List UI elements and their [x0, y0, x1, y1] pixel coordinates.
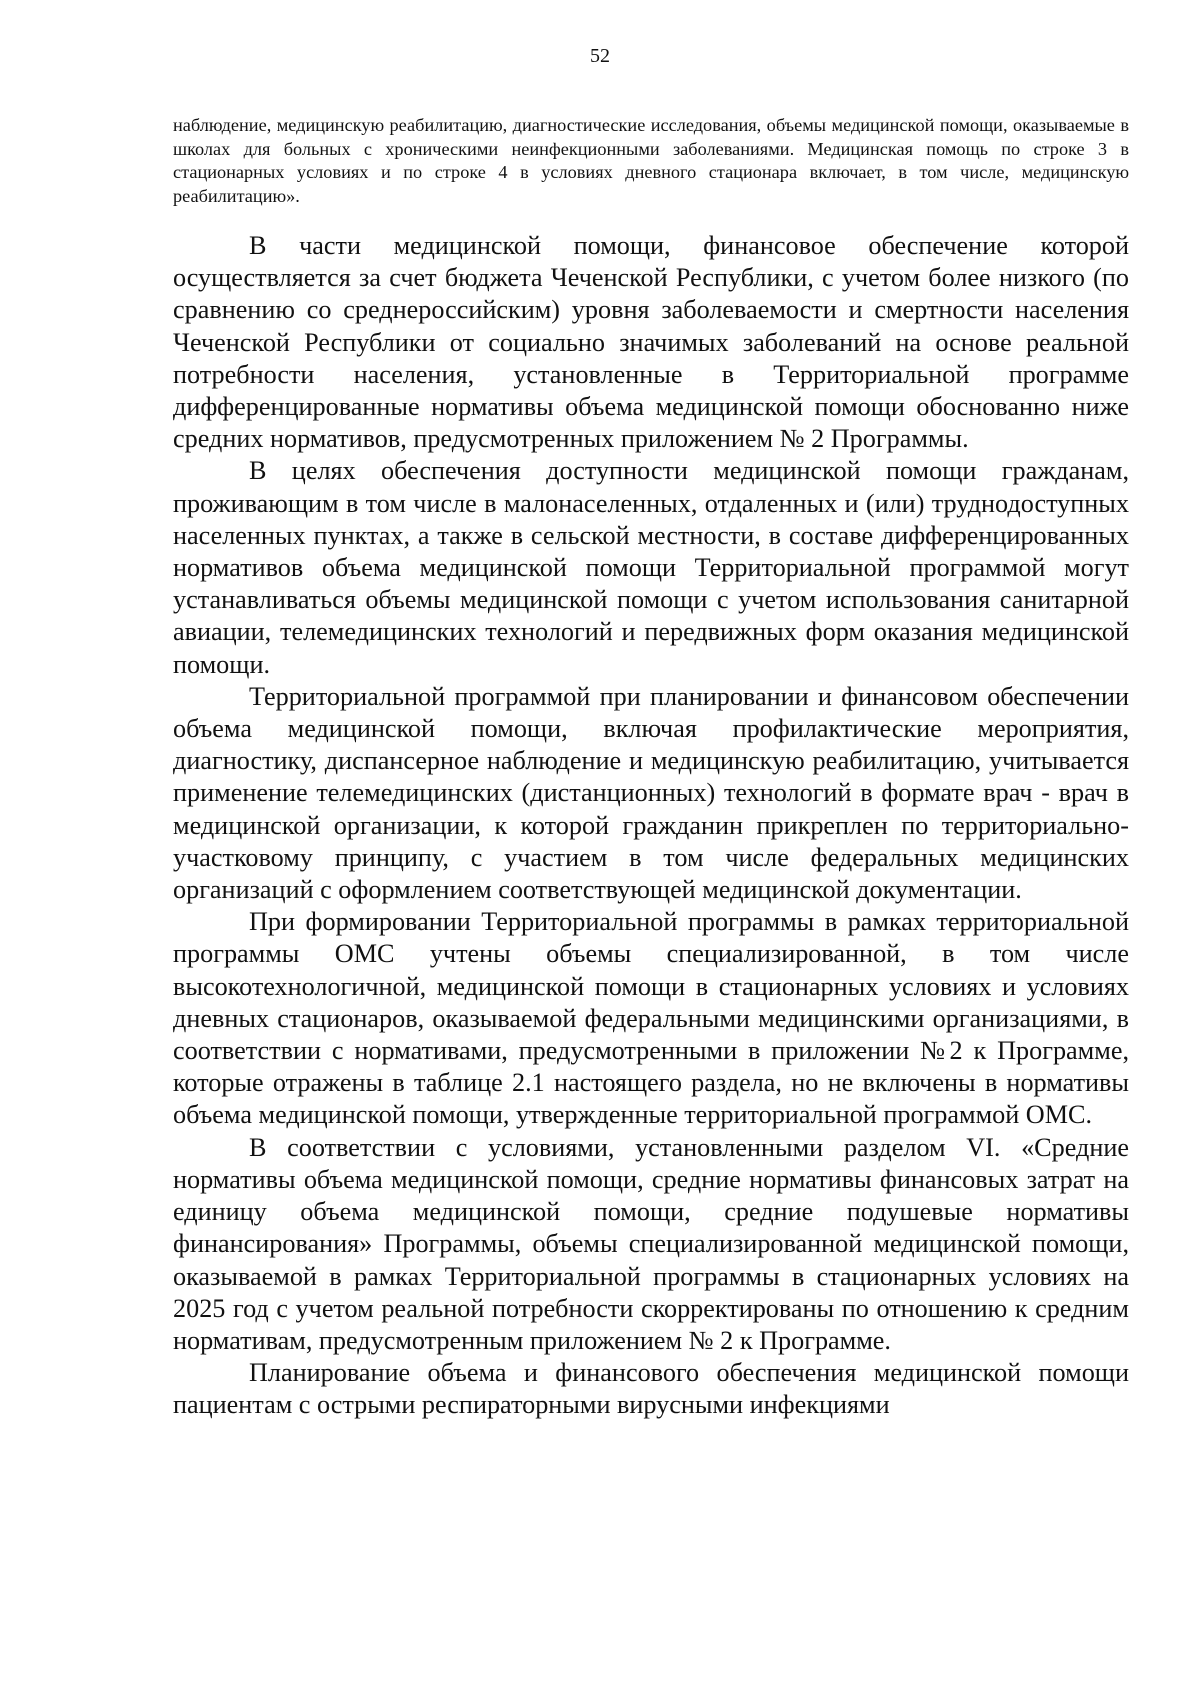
paragraph-section-vi: В соответствии с условиями, установленными разделом VI. «Средние нормативы объема медицинской помощи, средние нормативы финансовых затрат на единицу объема медицинской помощи, средние подушевые нормативы финансирования» Программы, объемы специализированной медицинской помощи, оказываемой в рамках Территориальной программы в стационарных условиях на 2025 год с учетом реальной потребности скорректированы по отношению к средним нормативам, предусмотренным приложением № 2 к Программе.: [173, 1132, 1129, 1355]
paragraph-respiratory-infections: Планирование объема и финансового обеспечения медицинской помощи пациентам с острыми респираторными вирусными инфекциями: [173, 1358, 1129, 1420]
paragraph-telemedicine: Территориальной программой при планировании и финансовом обеспечении объема медицинской помощи, включая профилактические мероприятия, диагностику, диспансерное наблюдение и медицинскую реабилитацию, учитывается применение телемедицинских (дистанционных) технологий в формате врач - врач в медицинской организации, к которой гражданин прикреплен по территориально-участковому принципу, с участием в том числе федеральных медицинских организаций с оформлением соответствующей медицинской документации.: [173, 681, 1129, 905]
paragraph-budget-financing: В части медицинской помощи, финансовое обеспечение которой осуществляется за счет бюджета Чеченской Республики, с учетом более низкого (по сравнению со среднероссийским) уровня заболеваемости и смертности населения Чеченской Республики от социально значимых заболеваний на основе реальной потребности населения, установленные в Территориальной программе дифференцированные нормативы объема медицинской помощи обоснованно ниже средних нормативов, предусмотренных приложением № 2 Программы.: [173, 231, 1129, 454]
footnote-continuation: наблюдение, медицинскую реабилитацию, диагностические исследования, объемы медицинской помощи, оказываемые в школах для больных с хроническими неинфекционными заболеваниями. Медицинская помощь по строке 3 в стационарных условиях и по строке 4 в условиях дневного стационара включает, в том числе, медицинскую реабилитацию».: [173, 115, 1129, 206]
paragraph-federal-organizations: При формировании Территориальной программы в рамках территориальной программы ОМС учтены объемы специализированной, в том числе высокотехнологичной, медицинской помощи в стационарных условиях и условиях дневных стационаров, оказываемой федеральными медицинскими организациями, в соответствии с нормативами, предусмотренными в приложении №2 к Программе, которые отражены в таблице 2.1 настоящего раздела, но не включены в нормативы объема медицинской помощи, утвержденные территориальной программой ОМС.: [173, 907, 1129, 1130]
body-text: [173, 230, 1129, 1422]
paragraph-accessibility: В целях обеспечения доступности медицинской помощи гражданам, проживающим в том числе в малонаселенных, отдаленных и (или) труднодоступных населенных пунктах, а также в сельской местности, в составе дифференцированных нормативов объема медицинской помощи Территориальной программой могут устанавливаться объемы медицинской помощи с учетом использования санитарной авиации, телемедицинских технологий и передвижных форм оказания медицинской помощи.: [173, 456, 1129, 679]
page-number: 52: [590, 45, 610, 67]
